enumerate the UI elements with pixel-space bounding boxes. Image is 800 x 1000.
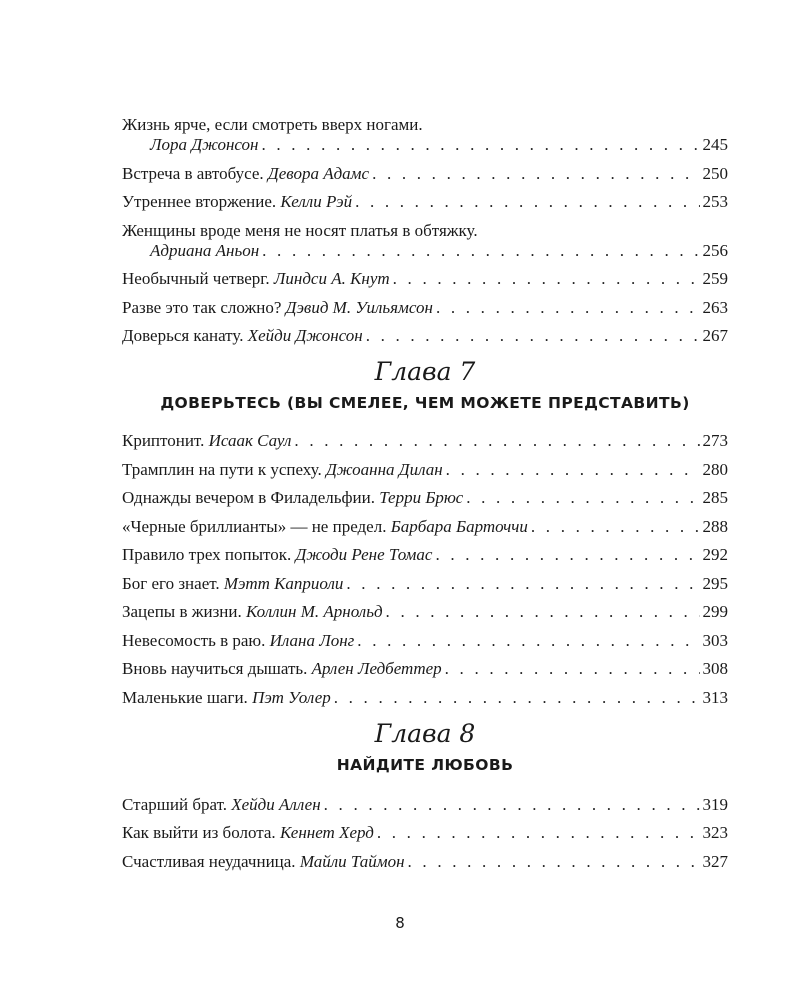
toc-entry [122, 460, 728, 481]
entry-author: Джоди Рене Томас [295, 545, 433, 564]
entry-page: 327 [702, 851, 728, 871]
chapter-subtitle: НАЙДИТЕ ЛЮБОВЬ [336, 755, 514, 774]
entry-author: Арлен Ледбеттер [311, 659, 442, 678]
entry-page: 250 [702, 163, 728, 183]
toc-entry [122, 115, 728, 156]
leader-dots [324, 795, 700, 815]
leader-dots [366, 326, 700, 346]
entry-author: Адриана Аньон [150, 240, 260, 260]
entry-author: Кеннет Херд [279, 823, 374, 842]
leader-dots [261, 135, 699, 155]
toc-entry [122, 326, 728, 347]
entry-page: 288 [702, 516, 728, 536]
entry-page: 299 [702, 602, 728, 621]
entry-page: 267 [702, 326, 728, 345]
table-of-contents [122, 115, 728, 880]
entry-title: Женщины вроде меня не носят платья в обтяжку. [122, 220, 478, 240]
leader-dots [346, 574, 699, 594]
entry-author: Хейди Аллен [231, 794, 321, 814]
leader-dots [466, 488, 699, 508]
leader-dots [393, 269, 700, 289]
entry-page: 323 [702, 823, 728, 842]
entry-title: Разве это так сложно? [122, 297, 282, 317]
entry-title: Необычный четверг. [122, 269, 270, 288]
toc-entry [122, 431, 728, 452]
entry-page: 273 [702, 431, 728, 450]
entry-title: Бог его знает. [122, 573, 220, 593]
leader-dots [445, 659, 700, 679]
toc-entry [122, 795, 728, 816]
entry-title: Криптонит. [122, 431, 205, 450]
leader-dots [355, 192, 699, 212]
entry-author: Барбара Барточчи [390, 516, 528, 536]
chapter-heading: Глава 7 [374, 357, 476, 386]
entry-title: Жизнь ярче, если смотреть вверх ногами. [122, 115, 423, 134]
entry-title: Невесомость в раю. [122, 630, 266, 650]
entry-page: 263 [702, 297, 728, 317]
entry-author: Джоанна Дилан [325, 459, 443, 479]
entry-author: Келли Рэй [280, 192, 353, 211]
toc-entry [122, 298, 728, 319]
entry-page: 308 [702, 659, 728, 678]
toc-entry [122, 164, 728, 185]
entry-page: 259 [702, 269, 728, 288]
entry-title: Счастливая неудачница. [122, 851, 296, 871]
leader-dots [334, 688, 700, 708]
toc-entry [122, 631, 728, 652]
toc-entry [122, 574, 728, 595]
leader-dots [372, 164, 699, 184]
toc-entry [122, 192, 728, 213]
entry-author: Девора Адамс [267, 163, 370, 183]
leader-dots [386, 602, 700, 622]
chapter-subtitle: ДОВЕРЬТЕСЬ (ВЫ СМЕЛЕЕ, ЧЕМ МОЖЕТЕ ПРЕДСТАВИТЬ) [160, 394, 690, 412]
leader-dots [435, 545, 699, 565]
leader-dots [357, 631, 699, 651]
entry-page: 280 [702, 459, 728, 479]
entry-author: Пэт Уолер [252, 687, 331, 707]
chapter-heading: Глава 8 [374, 718, 476, 748]
entry-title: «Черные бриллианты» — не предел. [122, 516, 387, 536]
entry-author: Линдси А. Кнут [273, 269, 390, 288]
entry-title: Встреча в автобусе. [122, 163, 264, 183]
entry-author: Мэтт Каприоли [223, 573, 344, 593]
leader-dots [294, 431, 699, 451]
entry-page: 253 [702, 192, 728, 211]
chapter-8-header [122, 717, 728, 779]
entry-page: 256 [702, 240, 728, 260]
entry-page: 313 [702, 687, 728, 707]
entry-author: Илана Лонг [269, 630, 355, 650]
leader-dots [446, 460, 700, 480]
entry-page: 319 [702, 794, 728, 814]
toc-entry [122, 852, 728, 873]
toc-entry [122, 517, 728, 538]
entry-page: 245 [702, 135, 728, 154]
entry-page: 303 [702, 630, 728, 650]
entry-title: Правило трех попыток. [122, 545, 292, 564]
leader-dots [408, 852, 700, 872]
entry-page: 285 [702, 488, 728, 507]
leader-dots [262, 241, 699, 261]
entry-title: Вновь научиться дышать. [122, 659, 308, 678]
entry-page: 295 [702, 573, 728, 593]
toc-entry [122, 688, 728, 709]
entry-author: Исаак Саул [208, 431, 292, 450]
entry-author: Коллин М. Арнольд [246, 602, 383, 621]
entry-title: Как выйти из болота. [122, 823, 276, 842]
toc-entry [122, 488, 728, 509]
entry-title: Маленькие шаги. [122, 687, 248, 707]
entry-page: 292 [702, 545, 728, 564]
entry-title: Зацепы в жизни. [122, 602, 242, 621]
leader-dots [436, 298, 700, 318]
entry-author: Терри Брюс [379, 488, 464, 507]
page-number: 8 [395, 914, 405, 932]
entry-author: Майли Таймон [299, 851, 405, 871]
toc-entry [122, 545, 728, 566]
entry-title: Трамплин на пути к успеху. [122, 459, 322, 479]
toc-entry [122, 602, 728, 623]
toc-entry [122, 659, 728, 680]
leader-dots [531, 517, 700, 537]
toc-entry [122, 823, 728, 844]
entry-title: Старший брат. [122, 794, 227, 814]
entry-title: Доверься канату. [122, 326, 244, 345]
toc-entry [122, 221, 728, 262]
entry-title: Утреннее вторжение. [122, 192, 277, 211]
leader-dots [377, 823, 700, 843]
entry-author: Дэвид М. Уильямсон [285, 297, 433, 317]
chapter-7-header [122, 355, 728, 417]
entry-author: Хейди Джонсон [247, 326, 363, 345]
entry-author: Лора Джонсон [150, 135, 259, 154]
entry-title: Однажды вечером в Филадельфии. [122, 488, 375, 507]
toc-entry [122, 269, 728, 290]
